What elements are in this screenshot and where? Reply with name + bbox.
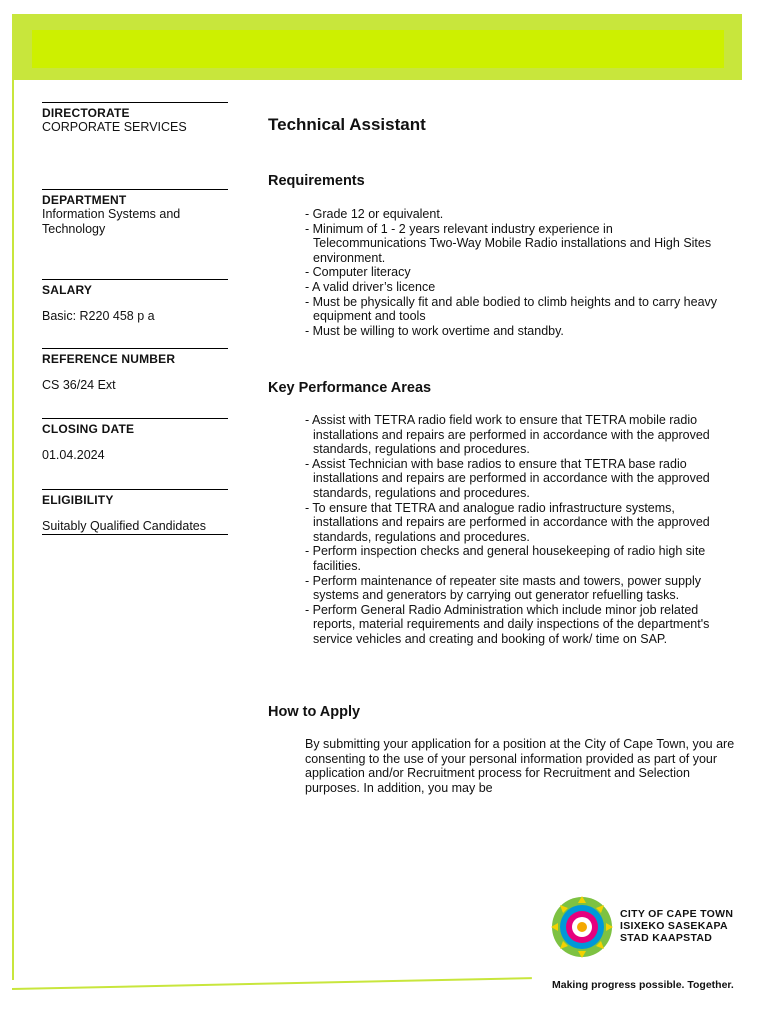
closing-date-label: CLOSING DATE — [42, 422, 135, 436]
list-item: - Perform General Radio Administration which include minor job related reports, material requirements and daily inspections of the department's service vehicles and creating and booking of work/ time on SAP. — [305, 603, 725, 647]
logo-line-3: STAD KAAPSTAD — [620, 932, 713, 944]
logo-line-2: ISIXEKO SASEKAPA — [620, 920, 728, 932]
logo-text — [620, 908, 733, 944]
city-emblem-icon — [550, 895, 614, 959]
salary-value: Basic: R220 458 p a — [42, 309, 155, 323]
eligibility-value: Suitably Qualified Candidates — [42, 519, 206, 533]
reference-label: REFERENCE NUMBER — [42, 352, 176, 366]
kpa-heading: Key Performance Areas — [268, 380, 432, 396]
logo-tagline: Making progress possible. Together. — [552, 979, 734, 991]
how-to-apply-text: By submitting your application for a position at the City of Cape Town, you are consenting to the use of your personal information provided as part of your application and/or Recruitment process for Recruitment and Selection purposes. In addition, you may be — [305, 737, 735, 795]
department-label: DEPARTMENT — [42, 193, 127, 207]
directorate-label: DIRECTORATE — [42, 106, 130, 120]
reference-block — [42, 348, 228, 393]
list-item: - A valid driver’s licence — [305, 280, 725, 295]
salary-block — [42, 279, 228, 324]
list-item: - Must be physically fit and able bodied to climb heights and to carry heavy equipment and tools — [305, 295, 725, 324]
list-item: - Minimum of 1 - 2 years relevant industry experience in Telecommunications Two-Way Mobile Radio installations and High Sites environment. — [305, 222, 725, 266]
list-item: - Perform inspection checks and general housekeeping of radio high site facilities. — [305, 544, 725, 573]
city-logo — [550, 895, 740, 995]
list-item: - Computer literacy — [305, 265, 725, 280]
requirements-list — [305, 207, 725, 338]
directorate-block — [42, 102, 228, 135]
bottom-border-line — [12, 977, 532, 990]
kpa-list — [305, 413, 725, 647]
logo-line-1: CITY OF CAPE TOWN — [620, 908, 734, 920]
department-value: Information Systems and Technology — [42, 207, 181, 236]
department-block — [42, 189, 228, 237]
closing-date-block — [42, 418, 228, 463]
list-item: - Must be willing to work overtime and standby. — [305, 324, 725, 339]
list-item: - Assist Technician with base radios to ensure that TETRA base radio installations and repairs are performed in accordance with the approved standards, regulations and procedures. — [305, 457, 725, 501]
reference-value: CS 36/24 Ext — [42, 378, 116, 392]
left-border-line — [12, 80, 14, 980]
list-item: - Assist with TETRA radio field work to ensure that TETRA mobile radio installations and repairs are performed in accordance with the approved standards, regulations and procedures. — [305, 413, 725, 457]
list-item: - Grade 12 or equivalent. — [305, 207, 725, 222]
job-title: Technical Assistant — [268, 115, 426, 134]
closing-date-value: 01.04.2024 — [42, 448, 105, 462]
how-to-apply-heading: How to Apply — [268, 704, 361, 720]
requirements-heading: Requirements — [268, 173, 365, 189]
salary-label: SALARY — [42, 283, 93, 297]
list-item: - To ensure that TETRA and analogue radio infrastructure systems, installations and repairs are performed in accordance with the approved standards, regulations and procedures. — [305, 501, 725, 545]
eligibility-label: ELIGIBILITY — [42, 493, 114, 507]
list-item: - Perform maintenance of repeater site masts and towers, power supply systems and generators by carrying out generator refuelling tasks. — [305, 574, 725, 603]
eligibility-block — [42, 489, 228, 535]
header-band-inner — [32, 30, 724, 68]
directorate-value: CORPORATE SERVICES — [42, 120, 187, 134]
